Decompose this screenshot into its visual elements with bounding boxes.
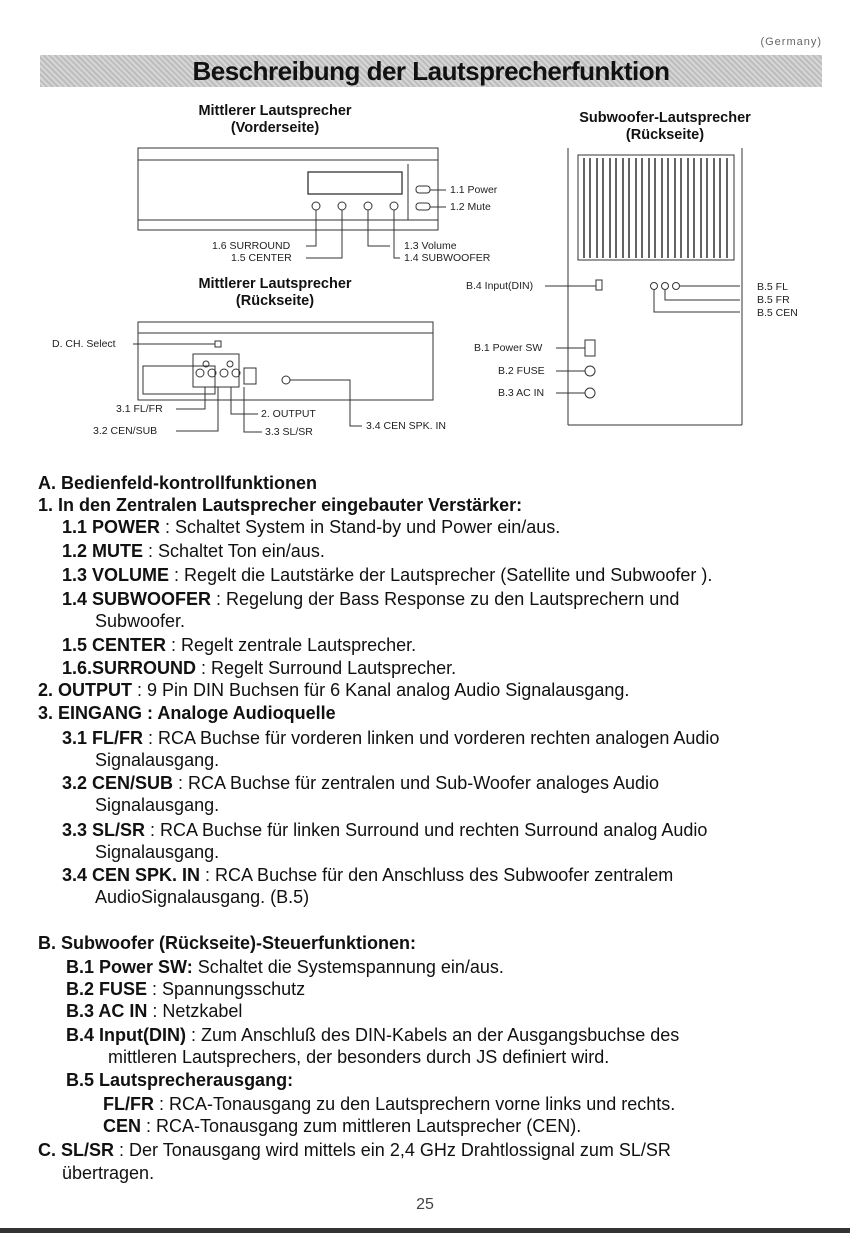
item-text: : RCA-Tonausgang zum mittleren Lautsprecher (CEN). bbox=[141, 1116, 582, 1136]
callout-volume: 1.3 Volume bbox=[404, 240, 457, 252]
item-b1 bbox=[66, 956, 504, 978]
item-key: 1.3 VOLUME bbox=[62, 565, 170, 585]
item-b4-cont: mittleren Lautsprechers, der besonders durch JS definiert wird. bbox=[108, 1047, 610, 1067]
callout-b5-fl: B.5 FL bbox=[757, 281, 788, 293]
item-1-4 bbox=[62, 588, 679, 610]
item-text: : RCA Buchse für zentralen und Sub-Woofer analoges Audio bbox=[173, 773, 660, 793]
item-3-1-cont: Signalausgang. bbox=[95, 750, 220, 770]
item-key: 1.6.SURROUND bbox=[62, 658, 197, 678]
item-key: 1.2 MUTE bbox=[62, 541, 144, 561]
front-title-line1: Mittlerer Lautsprecher bbox=[198, 103, 352, 119]
callout-fl-fr: 3.1 FL/FR bbox=[116, 403, 163, 415]
item-key: B.4 Input(DIN) bbox=[66, 1025, 186, 1045]
callout-b5-cen: B.5 CEN bbox=[757, 307, 798, 319]
item-3-4-cont: AudioSignalausgang. (B.5) bbox=[95, 887, 310, 907]
item-text: : Regelt zentrale Lautsprecher. bbox=[166, 635, 417, 655]
item-text: : Regelt die Lautstärke der Lautsprecher (Satellite und Subwoofer ). bbox=[169, 565, 713, 585]
item-key: 1.1 POWER bbox=[62, 517, 161, 537]
item-text: : Regelt Surround Lautsprecher. bbox=[196, 658, 457, 678]
callout-output: 2. OUTPUT bbox=[261, 408, 316, 420]
callout-dch-select: D. CH. Select bbox=[52, 338, 116, 350]
item-text: : RCA-Tonausgang zu den Lautsprechern vorne links und rechts. bbox=[154, 1094, 676, 1114]
bottom-edge bbox=[0, 1228, 850, 1233]
callout-ac-in: B.3 AC IN bbox=[498, 387, 545, 399]
callout-center: 1.5 CENTER bbox=[231, 252, 292, 264]
item-key: B.1 Power SW: bbox=[66, 957, 193, 977]
callout-cen-spk-in: 3.4 CEN SPK. IN bbox=[366, 420, 446, 432]
item-2 bbox=[38, 679, 629, 701]
page-number: 25 bbox=[416, 1196, 434, 1213]
item-key: 3.1 FL/FR bbox=[62, 728, 144, 748]
item-b5-heading: B.5 Lautsprecherausgang: bbox=[66, 1070, 294, 1090]
callout-power-sw: B.1 Power SW bbox=[474, 342, 543, 354]
item-key: B.2 FUSE bbox=[66, 979, 148, 999]
item-text: : Spannungsschutz bbox=[147, 979, 306, 999]
item-key: C. SL/SR bbox=[38, 1140, 115, 1160]
item-text: : Schaltet System in Stand-by und Power ein/aus. bbox=[160, 517, 561, 537]
item-key: 1.5 CENTER bbox=[62, 635, 167, 655]
item-text: : Netzkabel bbox=[147, 1001, 243, 1021]
item-1-6 bbox=[62, 657, 456, 679]
item-c bbox=[38, 1139, 671, 1161]
callout-input-din: B.4 Input(DIN) bbox=[466, 280, 534, 292]
item-1-4-cont: Subwoofer. bbox=[95, 611, 186, 631]
item-key: 1.4 SUBWOOFER bbox=[62, 589, 212, 609]
item-key: CEN bbox=[103, 1116, 142, 1136]
section-1-heading: 1. In den Zentralen Lautsprecher eingebauter Verstärker: bbox=[38, 495, 523, 515]
rear-title-line2: (Rückseite) bbox=[235, 293, 315, 309]
rear-title-line1: Mittlerer Lautsprecher bbox=[198, 276, 352, 292]
item-text: : Der Tonausgang wird mittels ein 2,4 GHz Drahtlossignal zum SL/SR bbox=[114, 1140, 671, 1160]
subwoofer-panel-drawing bbox=[545, 148, 742, 425]
country-label: (Germany) bbox=[760, 36, 822, 48]
callout-cen-sub: 3.2 CEN/SUB bbox=[93, 425, 158, 437]
item-text: : RCA Buchse für den Anschluss des Subwoofer zentralem bbox=[200, 865, 674, 885]
sub-title-line2: (Rückseite) bbox=[625, 127, 705, 143]
page-title: Beschreibung der Lautsprecherfunktion bbox=[192, 56, 670, 86]
callout-subwoofer: 1.4 SUBWOOFER bbox=[404, 252, 491, 264]
section-3-heading: 3. EINGANG : Analoge Audioquelle bbox=[38, 703, 336, 723]
item-text: : Regelung der Bass Response zu den Lautsprechern und bbox=[211, 589, 680, 609]
section-a-heading: A. Bedienfeld-kontrollfunktionen bbox=[38, 473, 317, 493]
item-3-3-cont: Signalausgang. bbox=[95, 842, 220, 862]
callout-b5-fr: B.5 FR bbox=[757, 294, 790, 306]
item-3-4 bbox=[62, 864, 673, 886]
callout-sl-sr: 3.3 SL/SR bbox=[265, 426, 313, 438]
item-3-2 bbox=[62, 772, 659, 794]
item-text: : Zum Anschluß des DIN-Kabels an der Ausgangsbuchse des bbox=[185, 1025, 680, 1045]
item-b5-flfr bbox=[103, 1093, 675, 1115]
item-key: B.3 AC IN bbox=[66, 1001, 148, 1021]
item-1-5 bbox=[62, 634, 416, 656]
subwoofer-grille bbox=[584, 158, 727, 258]
item-b2 bbox=[66, 978, 305, 1000]
callout-mute: 1.2 Mute bbox=[450, 201, 491, 213]
item-1-1 bbox=[62, 516, 560, 538]
callout-surround: 1.6 SURROUND bbox=[212, 240, 291, 252]
item-text: : 9 Pin DIN Buchsen für 6 Kanal analog Audio Signalausgang. bbox=[132, 680, 630, 700]
front-panel-drawing bbox=[138, 148, 446, 258]
item-1-2 bbox=[62, 540, 325, 562]
item-3-1 bbox=[62, 727, 719, 749]
item-key: FL/FR bbox=[103, 1094, 154, 1114]
section-b-heading: B. Subwoofer (Rückseite)-Steuerfunktionen: bbox=[38, 933, 417, 953]
item-key: 3.2 CEN/SUB bbox=[62, 773, 174, 793]
item-1-3 bbox=[62, 564, 712, 586]
item-3-3 bbox=[62, 819, 707, 841]
item-text: Schaltet die Systemspannung ein/aus. bbox=[192, 957, 504, 977]
item-3-2-cont: Signalausgang. bbox=[95, 795, 220, 815]
item-key: 3.4 CEN SPK. IN bbox=[62, 865, 201, 885]
item-c-cont: übertragen. bbox=[62, 1163, 155, 1183]
item-b5-cen bbox=[103, 1115, 581, 1137]
item-key: 3.3 SL/SR bbox=[62, 820, 146, 840]
item-text: : RCA Buchse für linken Surround und rechten Surround analog Audio bbox=[145, 820, 708, 840]
item-text: : RCA Buchse für vorderen linken und vorderen rechten analogen Audio bbox=[143, 728, 720, 748]
callout-fuse: B.2 FUSE bbox=[498, 365, 545, 377]
front-title-line2: (Vorderseite) bbox=[230, 120, 320, 136]
item-text: : Schaltet Ton ein/aus. bbox=[143, 541, 325, 561]
item-key: 2. OUTPUT bbox=[38, 680, 133, 700]
speaker-diagram bbox=[0, 0, 850, 470]
item-b3 bbox=[66, 1000, 242, 1022]
callout-power: 1.1 Power bbox=[450, 184, 498, 196]
sub-title-line1: Subwoofer-Lautsprecher bbox=[579, 110, 751, 126]
item-b4 bbox=[66, 1024, 679, 1046]
